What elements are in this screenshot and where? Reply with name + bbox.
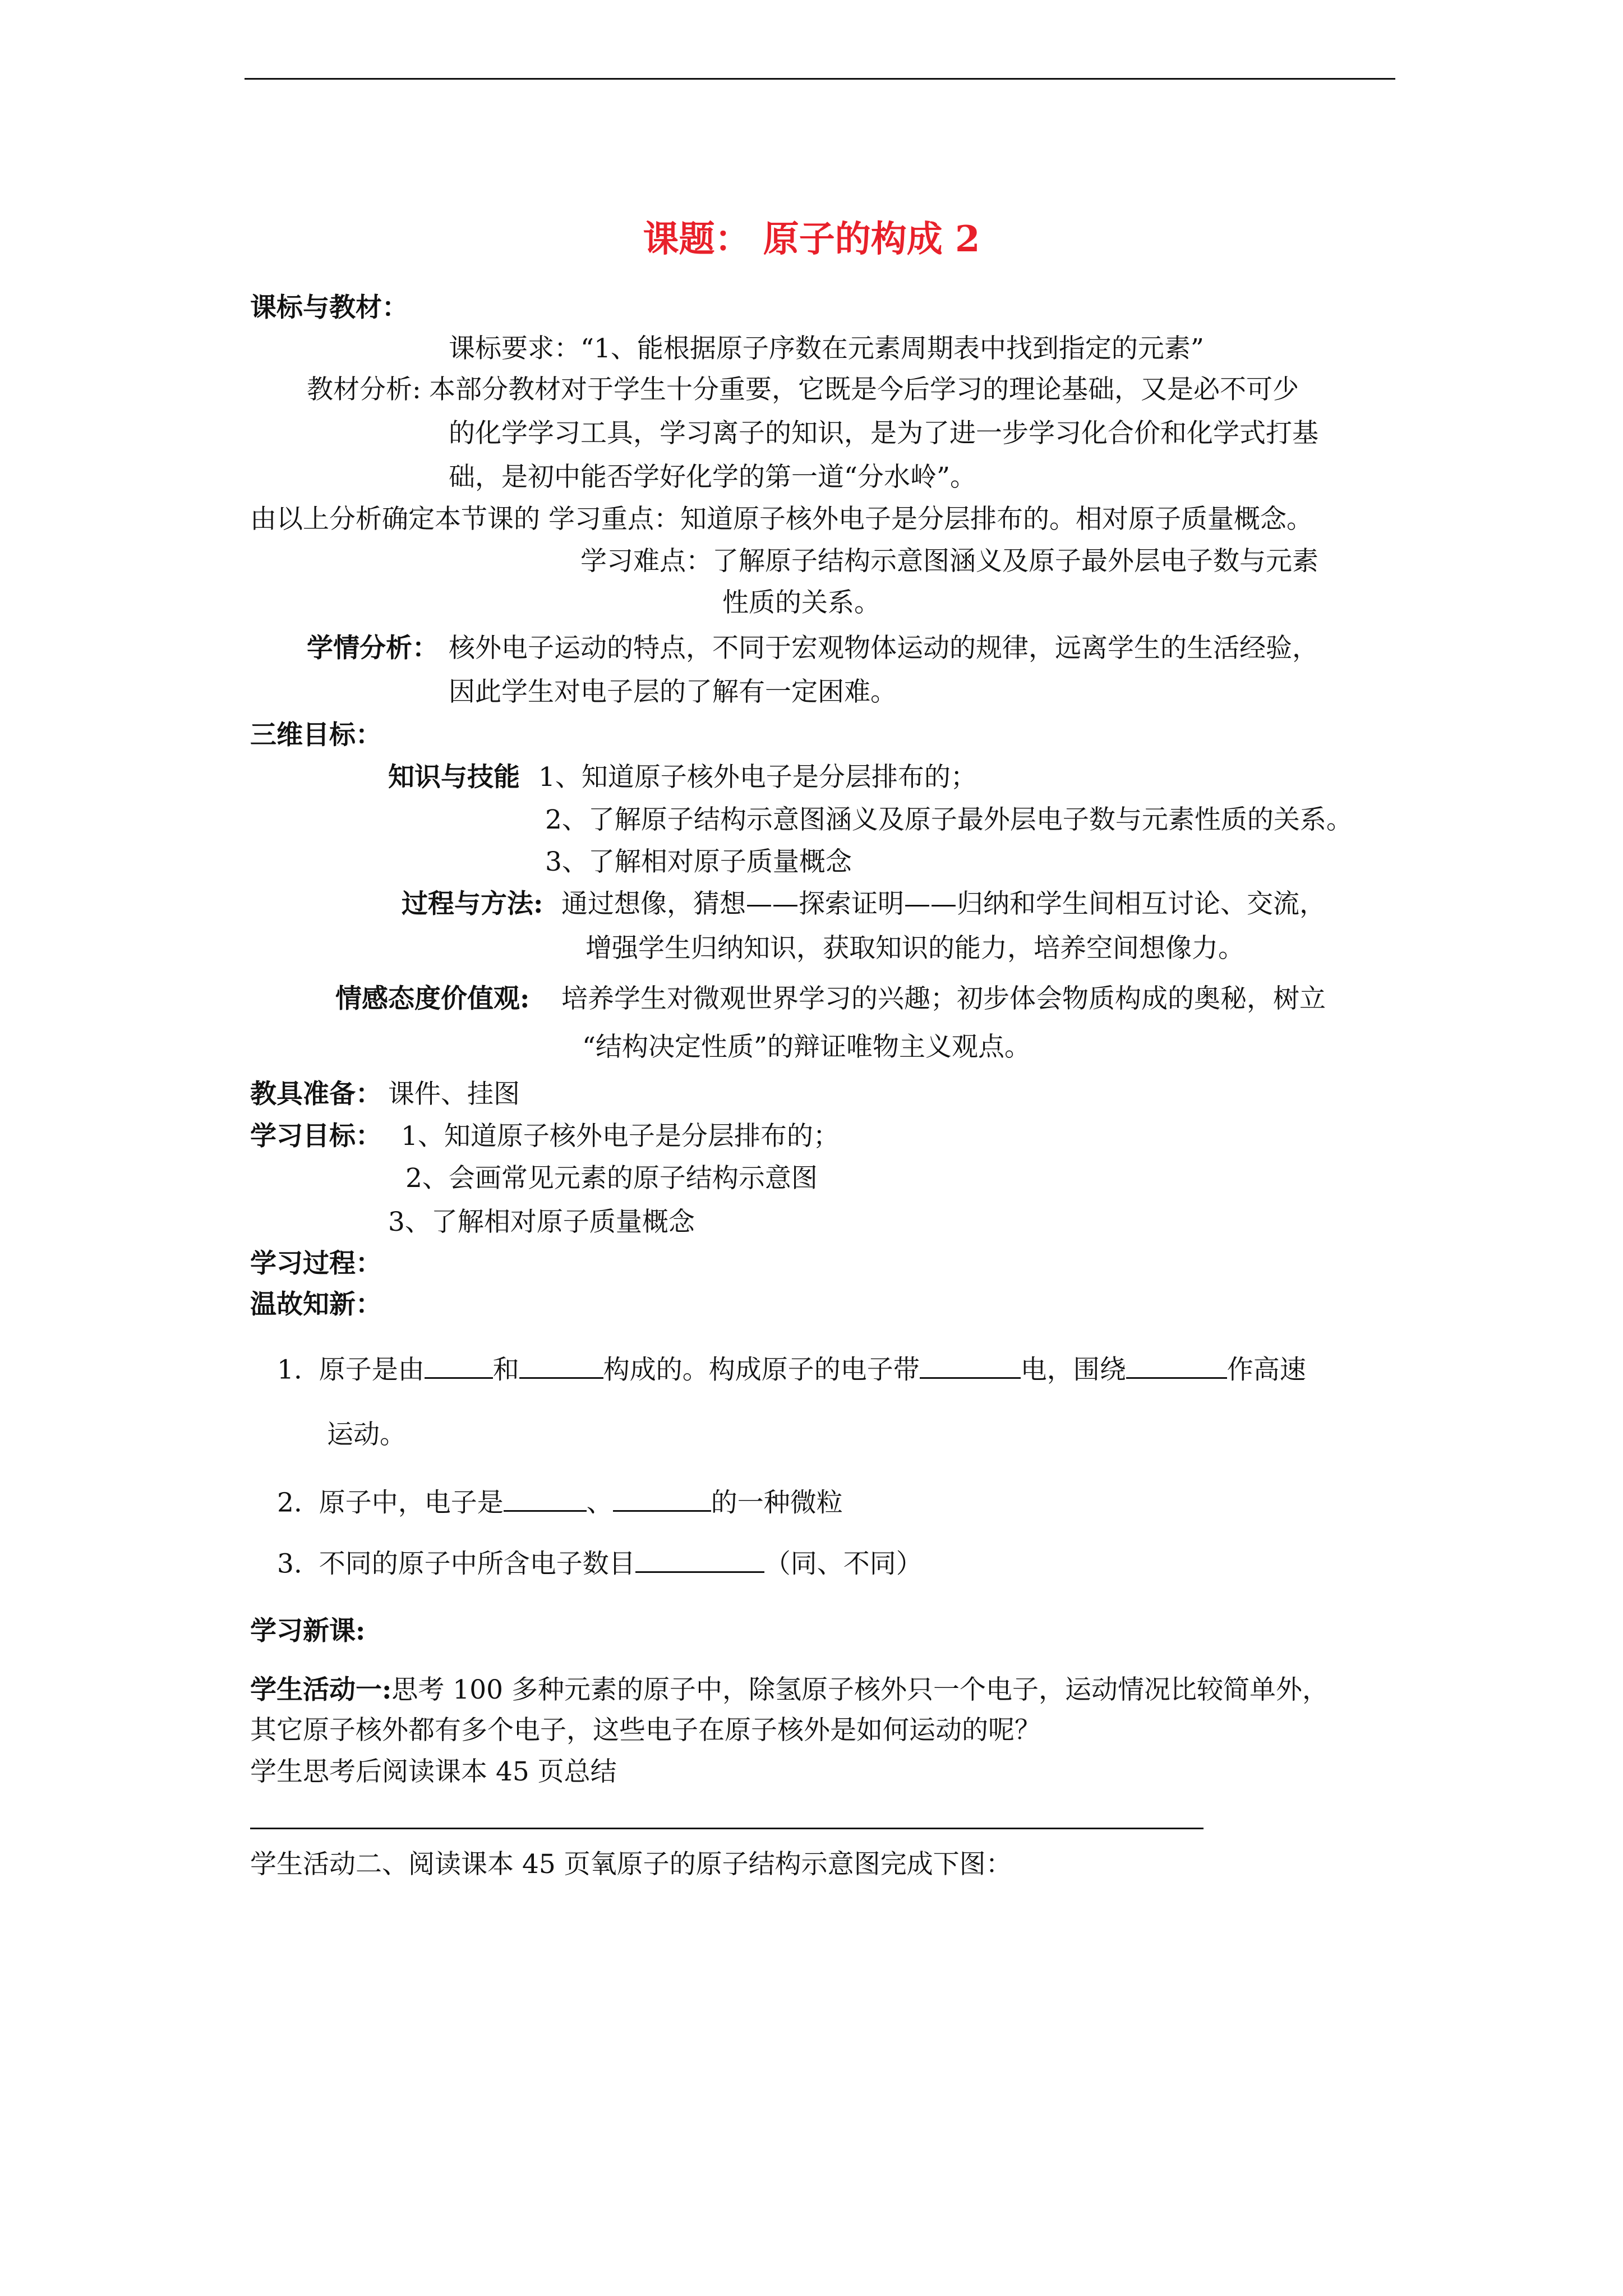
emotion-line-2: “结构决定性质”的辩证唯物主义观点。 (582, 1032, 1031, 1062)
review-question-2: 2. 原子中，电子是 、 的一种微粒 (277, 1485, 843, 1520)
section-heading-goals: 三维目标： (250, 720, 382, 751)
xueqing-label: 学情分析： (307, 633, 439, 664)
process-line-1: 通过想像，猜想——探索证明——归纳和学生间相互讨论、交流， (561, 889, 1326, 919)
answer-blank[interactable] (504, 1485, 587, 1512)
question-number: 3. (277, 1548, 302, 1580)
skill-item-2: 2、了解原子结构示意图涵义及原子最外层电子数与元素性质的关系。 (545, 804, 1353, 835)
tools-label: 教具准备： (250, 1079, 382, 1110)
objective-item-1: 1、知道原子核外电子是分层排布的； (401, 1121, 840, 1152)
answer-blank[interactable] (613, 1485, 711, 1512)
process-label: 过程与方法: (402, 889, 543, 919)
process-line-2: 增强学生归纳知识，获取知识的能力，培养空间想像力。 (585, 933, 1244, 964)
question-number: 2. (277, 1487, 302, 1519)
newlesson-heading: 学习新课: (250, 1616, 366, 1646)
review-question-1-cont: 运动。 (327, 1419, 406, 1450)
analysis-label: 教材分析: (307, 374, 421, 405)
activity-1-line-1: 学生活动一:思考 100 多种元素的原子中，除氢原子核外只一个电子，运动情况比较简单外， (250, 1674, 1329, 1705)
focus-line: 由以上分析确定本节课的 学习重点：知道原子核外电子是分层排布的。相对原子质量概念。 (250, 504, 1313, 535)
curriculum-requirement: 课标要求：“1、能根据原子序数在元素周期表中找到指定的元素” (449, 333, 1204, 364)
skill-item-1: 1、知道原子核外电子是分层排布的； (538, 762, 977, 793)
analysis-line-1: 本部分教材对于学生十分重要，它既是今后学习的理论基础，又是必不可少 (429, 374, 1299, 405)
difficulty-line-2: 性质的关系。 (722, 587, 880, 618)
xueqing-line-2: 因此学生对电子层的了解有一定困难。 (449, 677, 897, 707)
process-heading: 学习过程： (250, 1248, 382, 1279)
activity-2: 学生活动二、阅读课本 45 页氧原子的原子结构示意图完成下图： (250, 1849, 1012, 1880)
skill-item-3: 3、了解相对原子质量概念 (545, 846, 852, 877)
objective-item-3: 3、了解相对原子质量概念 (388, 1207, 695, 1237)
skill-label: 知识与技能 (388, 762, 520, 793)
activity-1-line-3: 学生思考后阅读课本 45 页总结 (250, 1756, 617, 1787)
review-question-1: 1. 原子是由 和 构成的。构成原子的电子带 电，围绕 作高速 (277, 1352, 1306, 1387)
question-number: 1. (277, 1354, 302, 1386)
activity-1-line-2: 其它原子核外都有多个电子，这些电子在原子核外是如何运动的呢？ (250, 1715, 1041, 1746)
answer-blank[interactable] (425, 1352, 493, 1379)
answer-blank[interactable] (920, 1352, 1021, 1379)
answer-line[interactable] (250, 1828, 1204, 1829)
emotion-label: 情感态度价值观: (335, 983, 530, 1014)
xueqing-line-1: 核外电子运动的特点，不同于宏观物体运动的规律，远离学生的生活经验， (449, 633, 1318, 664)
activity-1-label: 学生活动一: (250, 1674, 392, 1705)
difficulty-line-1: 学习难点：了解原子结构示意图涵义及原子最外层电子数与元素 (580, 546, 1318, 577)
header-rule (245, 78, 1395, 80)
answer-blank[interactable] (635, 1546, 764, 1573)
analysis-line-2: 的化学学习工具，学习离子的知识，是为了进一步学习化合价和化学式打基 (449, 418, 1318, 449)
review-question-3: 3. 不同的原子中所含电子数目 （同、不同） (277, 1546, 923, 1581)
review-heading: 温故知新： (250, 1289, 382, 1320)
answer-blank[interactable] (1126, 1352, 1227, 1379)
analysis-line-3: 础，是初中能否学好化学的第一道“分水岭”。 (449, 462, 977, 493)
page-title: 课题： 原子的构成 2 (643, 218, 980, 260)
tools-text: 课件、挂图 (388, 1079, 520, 1110)
answer-blank[interactable] (519, 1352, 603, 1379)
emotion-line-1: 培养学生对微观世界学习的兴趣；初步体会物质构成的奥秘，树立 (561, 983, 1326, 1014)
section-heading-kebiao: 课标与教材： (250, 292, 408, 323)
objective-item-2: 2、会画常见元素的原子结构示意图 (405, 1163, 818, 1194)
objectives-label: 学习目标： (250, 1121, 382, 1152)
